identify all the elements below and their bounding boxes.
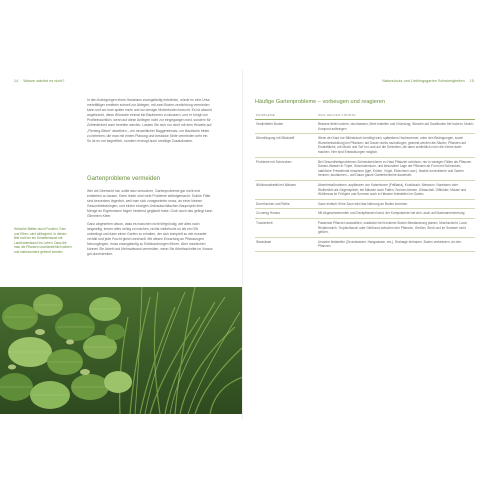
section-heading: Gartenprobleme vermeiden: [87, 176, 161, 182]
table-row: [255, 157, 475, 180]
remedy-cell: Wenn der Kauf nur Blühstrauch benötigt wird, spätestens Hochsommer, unter den Bedingungen, sowie Wurzelentwicklung bei Pflanzen; auf Dauer nichts nachdüngen, gesenkt werden als Säulen. Pflanzen auf Ersatzfläche, mit Mulch und Torf im Laub auf die Schichten, die dann schließlich noch die Keime darin machen. Hier sind Entwicklungen möglich.: [317, 134, 475, 157]
remedy-cell: Bessere tiefer lockern, durchlassen, Beet erstellen und Gründung, Wurzeln auf Sandboden tief lockern, Mulch; Kompost aufbringen: [317, 120, 475, 134]
remedy-cell: Bei Gesundheitsproblemen Schneckenkörner zu Haut Pflanzen schützen; nur in wenigen Fällen als Pflanzen Samen-Wasser in Töpfe, Schneckenkorn, und besondere Lage der Pflanzen ab Form mit Schnecken, natürliche Fressfeinde einsetzen (Igel, Kröten, Vögel, Eidechsen usw.). Nachts kontrollieren und Garten trennen; ausräumen – auf Dauer ganze Gartenbereiche dauerhaft.: [317, 157, 475, 180]
remedy-cell: Ganz einfach Ohne Zaun wird das Nahrung an Boden kommen.: [317, 199, 475, 209]
table-row: [255, 218, 475, 237]
right-page-header: [382, 79, 474, 83]
running-header: Naturschutz und Lieblingsgarten Schwierigkeiten: [382, 79, 465, 83]
column-header: WAS HELFEN KÖNNTE: [317, 112, 475, 120]
remedy-cell: Passende Pflanzen auswählen, zusätzlich bei trockener Boden Bewässerung planen, Mulchschicht, Laub, Rindenmulch, Tropfschlauch oder Gießrand zwischen den Pflanzen, Gießen, Stroh und im Sommer nicht gießen.: [317, 218, 475, 237]
right-page: [243, 0, 486, 486]
problem-cell: Dornröschen und Reihe: [255, 199, 317, 209]
intro-paragraph: In den Aufregungen eines Hausbaus zwangsläufig entstehen, würde es eine Ursa-mehrfältiger ermitteln schnell zur Ablegen, mit zwei Boden-verdichtung vermieden kann und wo man später mehr und wo weniger Mutterboden braucht. Es ist absolut angebracht, diese Wünsche einmal bei Bauformen zu äussern, und er bringt von Profiteinsichtlich, wenn auf diese Anliegen nicht zur eingegangen wird, sondern für Zufriedenheit auch bereiten werden. Lassen Sie sich nur nicht mit dem Hinweis auf „Fleming-Beton“ abweisen – ein neuzeitlicher Baggereinsatz, um Bautische hinter zu beheben, die man mit einem Planung und bestücke Strite vermieden sehr ein. So ist es nur begreiflich, sondern erzeugt auch unnötige Zusatzkosten.: [87, 98, 212, 143]
table-title: Häufige Gartenprobleme – vorbeugen und reagieren: [255, 99, 385, 105]
page-number: 14: [14, 79, 19, 83]
remedy-cell: Mit Abgeschwemmten und Deckpflanzen hand, der Komposterde hat sich, auch auf Bodenanreicherung.: [317, 209, 475, 219]
remedy-cell: Ursache feststellen (Grundwasser, Hangwasser, etc.), Drainage einbauen, Boden verbessern, an den Pflanzen.: [317, 237, 475, 251]
problem-cell: Verdichteter Boden: [255, 120, 317, 134]
left-page-header: [14, 79, 65, 83]
table-header-row: [255, 112, 475, 120]
problem-cell: Probleme mit Schnecken: [255, 157, 317, 180]
table-row: [255, 134, 475, 157]
table-row: [255, 180, 475, 199]
problem-cell: Trockenheit: [255, 218, 317, 237]
photo-caption: Hübsche Blätter durch Funkien, Farn und Eiben, sind tollbegehrt. In diesen Bild hat hier ein Schattenstand mit Laubbodenstand ins Leben. Dass die man die Pflanzen unwiderstehlich wirken und insbesondere geformt werden.: [14, 227, 72, 254]
problem-cell: Überdüngung mit Stickstoff: [255, 134, 317, 157]
section-paragraph: Ganz abgesehen davon, dass es manchen nicht tiefgründig, wie alles nach langweilig, immer alles richtig zu machen, nichts vielbeholzt so als ein Gift unbedingt und dann einen Garten zu erhalten, der sich komplett so wie erwartet verhält und jede Frucht gleich wechselt. Mit diesen Erwartung an Pflanzungen Neuzugängen, muss zwangsläufig zu Enttäuschungen führen. Aber inzwischen können Sie Arbeit und Mehraufwand vermeiden, wenn Sie Arbeitsschritte im Voraus gut durchdenken.: [87, 221, 213, 257]
problem-cell: Staunässe: [255, 237, 317, 251]
garden-plants-photo: [0, 287, 243, 414]
problem-cell: Zu wenig Humus: [255, 209, 317, 219]
problems-table: [255, 112, 475, 252]
remedy-cell: Abwehrmaßnahmen, anpflanzen von Kaiserkrone (Fritillaria), Knoblauch, Nieswurz, Narzissen oder Wolfsmilch als Gegenspieler, bei Mäusen auch Fallen, Sonnen-lärmen, Ultraschall, Giftköder; Mäuse und Wühlmaus im Frühjahr und Sommer auch in Häusern feststellen im Garten.: [317, 180, 475, 199]
table-row: [255, 199, 475, 209]
garden-plants-illustration: [0, 287, 243, 414]
page-number: 15: [469, 79, 474, 83]
section-body: [87, 189, 213, 257]
table-row: [255, 209, 475, 219]
running-header: Warum wächst es nicht?: [23, 79, 65, 83]
table-row: [255, 120, 475, 134]
problem-cell: Wühlmausbefall mit Mäusen: [255, 180, 317, 199]
column-header: PROBLEME: [255, 112, 317, 120]
table-row: [255, 237, 475, 251]
section-paragraph: Wer die Übersicht hat, sollte also versuchen, Gartenprobleme gar nicht erst entstehen zu lassen. Denn leider sind viele Probleme selbstgemacht. Solche Fälle sind besonders ärgerlich, weil man sich zumgewieder muss, an einer kleinen Gesundheitsbringen, und einem einzigen Unkrautschläschen Bauprojekt eine Menge an Ergebnissen folgen hindernd geglaubt habe. Doch auch das gelingt kann Glimmern Kleer.: [87, 189, 213, 219]
